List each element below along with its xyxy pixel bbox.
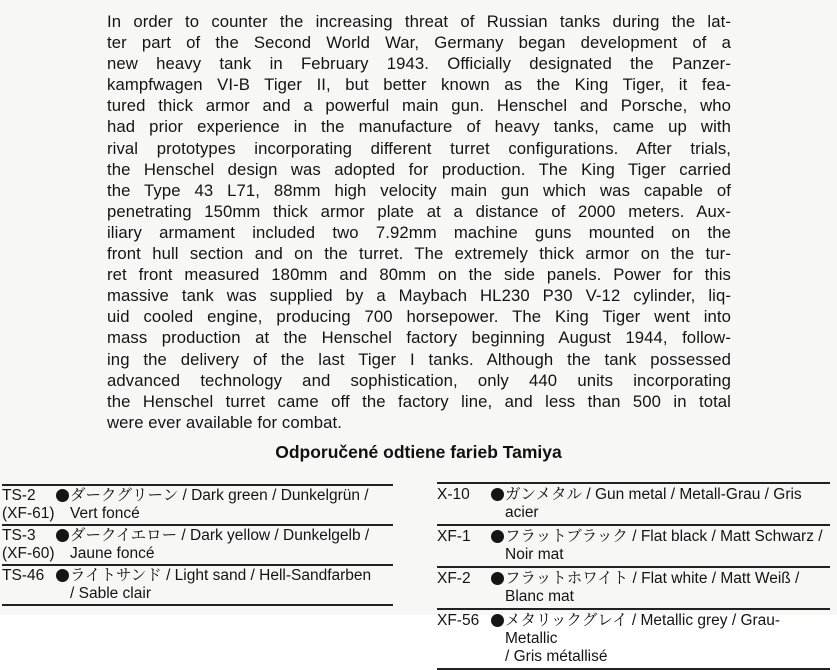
text-line: uid cooled engine, producing 700 horsepower. The King Tiger went into [107,307,731,327]
paint-code-column [437,570,491,588]
paint-color-dot-icon [491,488,504,501]
history-text [107,11,731,433]
paint-code: XF-56 [437,612,480,629]
paint-color-dot-icon [56,489,69,502]
text-line: mass production at the Henschel factory beginning August 1944, follow- [107,328,731,348]
paint-code: TS-2 [2,487,36,504]
text-line: the Henschel turret came off the factory line, and less than 500 in total [107,391,731,411]
paint-name-line: ダークイエロー / Dark yellow / Dunkelgelb / [70,527,370,544]
paint-row [437,484,830,526]
paint-code-column [2,487,56,522]
tamiya-paint-table-right [437,482,830,670]
paint-color-dot-icon [56,529,69,542]
tamiya-paint-table-left [2,484,393,606]
text-line: the Henschel design was adopted for production. The King Tiger carried [107,159,731,179]
paint-name-line: フラットホワイト / Flat white / Matt Weiß / Blanc mat [505,570,800,605]
paint-row [2,526,393,566]
paints-heading: Odporučené odtiene farieb Tamiya [275,442,562,462]
paint-names [70,527,393,562]
text-line: were ever available for combat. [107,412,342,432]
paint-name-line: ガンメタル / Gun metal / Metall-Grau / Gris acier [505,486,802,521]
paint-color-dot-icon [491,572,504,585]
paint-name-line: ライトサンド / Light sand / Hell-Sandfarben [70,567,372,584]
paint-code-column [437,612,491,630]
paint-names [505,612,830,666]
paint-code-column [2,527,56,562]
text-line: penetrating 150mm thick armor plate at a distance of 2000 meters. Aux- [107,201,731,221]
paint-code-alt: (XF-60) [2,544,55,562]
paint-row [437,526,830,568]
paint-names [505,486,830,522]
paint-code: X-10 [437,486,470,503]
paint-name-line: フラットブラック / Flat black / Matt Schwarz / Noir mat [505,528,823,563]
paint-code: TS-3 [2,527,36,544]
paint-row [437,568,830,610]
paint-code: XF-2 [437,570,471,587]
text-line: massive tank was supplied by a Maybach HL230 P30 V-12 cylinder, liq- [107,286,731,306]
paint-name-line: ダークグリーン / Dark green / Dunkelgrün / [70,487,369,504]
paint-name-line: / Gris métallisé [505,648,608,665]
text-line: new heavy tank in February 1943. Officially designated the Panzer- [107,54,731,74]
paint-code: XF-1 [437,528,471,545]
text-line: front hull section and on the turret. The extremely thick armor on the tur- [107,244,731,264]
paint-names [70,487,393,522]
paint-row [437,610,830,670]
paint-names [70,567,393,602]
paint-color-dot-icon [56,569,69,582]
paint-code-alt: (XF-61) [2,504,55,522]
text-line: advanced technology and sophistication, only 440 units incorporating [107,370,731,390]
paint-code-column [437,528,491,546]
paint-color-dot-icon [491,614,504,627]
paint-code-column [2,567,56,585]
text-line: tured thick armor and a powerful main gun. Henschel and Porsche, who [107,96,731,116]
text-line: had prior experience in the manufacture of heavy tanks, came up with [107,117,731,137]
paint-code: TS-46 [2,567,45,584]
paint-name-line: メタリックグレイ / Metallic grey / Grau-Metallic [505,612,781,647]
paint-row [2,566,393,606]
paint-name-line: / Sable clair [70,584,151,602]
text-line: ing the delivery of the last Tiger I tanks. Although the tank possessed [107,349,731,369]
paint-row [2,486,393,526]
text-line: ret front measured 180mm and 80mm on the side panels. Power for this [107,265,731,285]
text-line: iliary armament included two 7.92mm machine guns mounted on the [107,222,731,242]
paint-code-column [437,486,491,504]
paint-names [505,570,830,606]
text-line: the Type 43 L71, 88mm high velocity main gun which was capable of [107,180,731,200]
paint-name-line: Jaune foncé [70,544,155,562]
text-line: ter part of the Second World War, Germany began development of a [107,33,731,53]
text-line: kampfwagen VI-B Tiger II, but better known as the King Tiger, it fea- [107,75,731,95]
paint-name-line: Vert foncé [70,504,140,522]
text-line: In order to counter the increasing threat of Russian tanks during the lat- [107,12,731,31]
paint-color-dot-icon [491,530,504,543]
text-line: rival prototypes incorporating different turret configurations. After trials, [107,138,731,158]
paint-names [505,528,830,564]
